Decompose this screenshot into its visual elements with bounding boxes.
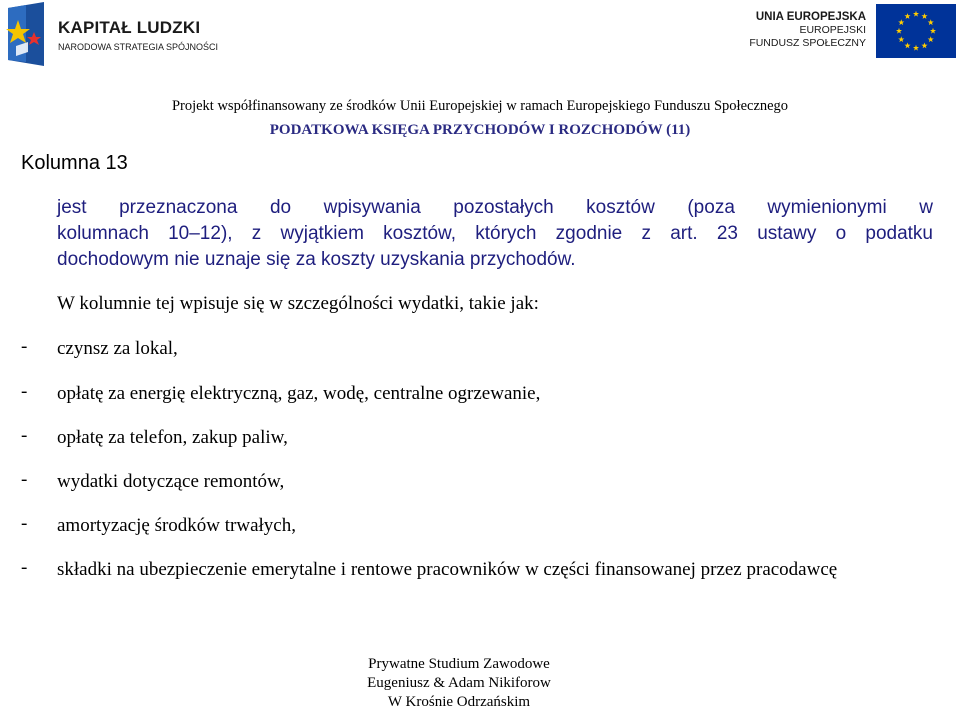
list-item-text: wydatki dotyczące remontów,: [57, 471, 285, 492]
list-item-text: amortyzację środków trwałych,: [57, 515, 296, 536]
list-dash: -: [21, 557, 28, 578]
document-title: PODATKOWA KSIĘGA PRZYCHODÓW I ROZCHODÓW (11): [269, 122, 691, 138]
cofinancing-note: Projekt współfinansowany ze środków Unii Europejskiej w ramach Europejskiego Funduszu Społecznego: [171, 98, 789, 114]
intro-line: dochodowym nie uznaje się za koszty uzyskania przychodów.: [57, 249, 576, 270]
list-item-text: składki na ubezpieczenie emerytalne i rentowe pracowników w części finansowanej przez pracodawcę: [57, 559, 838, 580]
list-item-text: opłatę za telefon, zakup paliw,: [57, 427, 288, 448]
list-dash: -: [21, 469, 28, 490]
intro-line: kolumnach 10–12), z wyjątkiem kosztów, których zgodnie z art. 23 ustawy o podatku: [57, 223, 933, 244]
eu-logo-line1: UNIA EUROPEJSKA: [755, 11, 866, 23]
lead-in-text: W kolumnie tej wpisuje się w szczególności wydatki, takie jak:: [57, 293, 539, 314]
list-dash: -: [21, 381, 28, 402]
kapital-ludzki-title: KAPITAŁ LUDZKI: [58, 18, 201, 37]
eu-flag-icon: [876, 4, 956, 58]
footer-line3: W Krośnie Odrzańskim: [387, 694, 531, 710]
section-heading: Kolumna 13: [21, 152, 128, 174]
eu-logo-line2: EUROPEJSKI: [799, 24, 866, 36]
list-dash: -: [21, 513, 28, 534]
eu-logo-line3: FUNDUSZ SPOŁECZNY: [749, 37, 866, 49]
kapital-ludzki-logo: [4, 2, 244, 66]
kapital-ludzki-emblem-icon: [4, 2, 48, 66]
intro-line: jest przeznaczona do wpisywania pozostałych kosztów (poza wymienionymi w: [57, 197, 933, 218]
list-item-text: opłatę za energię elektryczną, gaz, wodę, centralne ogrzewanie,: [57, 383, 541, 404]
kapital-ludzki-subtitle: NARODOWA STRATEGIA SPÓJNOŚCI: [58, 42, 219, 52]
intro-paragraph: [57, 195, 933, 273]
footer-line1: Prywatne Studium Zawodowe: [368, 656, 550, 672]
eu-logo: [749, 4, 956, 58]
list-dash: -: [21, 336, 28, 357]
list-item-text: czynsz za lokal,: [57, 338, 178, 359]
eu-logo-text: [749, 10, 866, 50]
footer: [0, 655, 918, 712]
list-dash: -: [21, 425, 28, 446]
footer-line2: Eugeniusz & Adam Nikiforow: [367, 675, 551, 691]
